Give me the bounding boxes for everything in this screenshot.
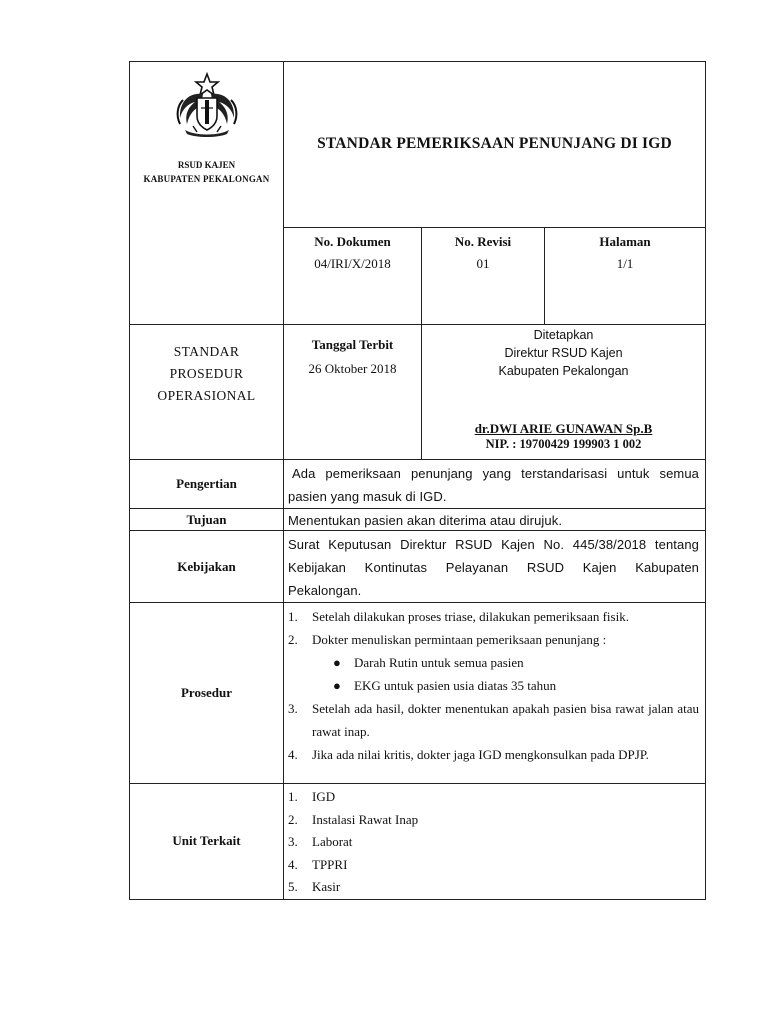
- prosedur-step: [288, 697, 699, 743]
- unit-item: [288, 831, 699, 854]
- prosedur-sub-item: [288, 651, 699, 674]
- unit-item: [288, 876, 699, 899]
- tujuan-text: Menentukan pasien akan diterima atau dirujuk.: [288, 513, 563, 528]
- unit-item: [288, 854, 699, 877]
- prosedur-step: [288, 743, 699, 766]
- unit-terkait-label-cell: [130, 784, 284, 900]
- unit-text: TPPRI: [312, 856, 348, 872]
- ditetapkan-cell: [422, 325, 706, 460]
- unit-item: [288, 809, 699, 832]
- sop-document: [129, 61, 705, 900]
- step-number: 2.: [288, 632, 298, 647]
- prosedur-steps-continued: [288, 697, 699, 766]
- sop-table: [129, 61, 706, 900]
- signer-nip: NIP. : 19700429 199903 1 002: [485, 437, 642, 451]
- halaman-value: 1/1: [616, 255, 634, 271]
- no-dokumen-value: 04/IRI/X/2018: [314, 255, 391, 271]
- unit-number: 3.: [288, 834, 298, 849]
- pengertian-content: [284, 460, 706, 509]
- unit-number: 2.: [288, 811, 298, 827]
- title-cell: [284, 62, 706, 228]
- prosedur-sub-list: [288, 651, 699, 697]
- org-name: RSUD KAJEN: [177, 160, 236, 170]
- emblem-logo: [173, 72, 241, 138]
- unit-text: Laborat: [312, 834, 353, 849]
- unit-terkait-content: [284, 784, 706, 900]
- step-text: Setelah dilakukan proses triase, dilakukan pemeriksaan fisik.: [312, 609, 629, 624]
- unit-number: 5.: [288, 879, 298, 894]
- step-text: Setelah ada hasil, dokter menentukan apakah pasien bisa rawat jalan atau rawat inap.: [312, 701, 699, 739]
- signer-name: dr.DWI ARIE GUNAWAN Sp.B: [474, 421, 653, 436]
- prosedur-step: [288, 628, 699, 651]
- step-text: Jika ada nilai kritis, dokter jaga IGD mengkonsulkan pada DPJP.: [312, 747, 649, 762]
- document-title: STANDAR PEMERIKSAAN PENUNJANG DI IGD: [317, 135, 672, 153]
- sop-label-line1: STANDAR: [173, 344, 240, 359]
- sub-item-text: EKG untuk pasien usia diatas 35 tahun: [354, 678, 557, 693]
- step-text: Dokter menuliskan permintaan pemeriksaan penunjang :: [312, 632, 607, 647]
- no-dokumen-cell: [284, 227, 422, 324]
- prosedur-steps: [288, 605, 699, 651]
- ditetapkan-label: Ditetapkan: [533, 328, 594, 342]
- kebijakan-label-cell: [130, 531, 284, 603]
- pengertian-label: Pengertian: [176, 476, 237, 491]
- logo-cell: [130, 62, 284, 325]
- unit-text: Instalasi Rawat Inap: [312, 811, 419, 827]
- unit-terkait-label: Unit Terkait: [172, 833, 241, 849]
- tujuan-label-cell: [130, 509, 284, 531]
- kebijakan-content: [284, 531, 706, 603]
- step-number: 1.: [288, 609, 298, 624]
- prosedur-content: [284, 603, 706, 784]
- prosedur-label: Prosedur: [180, 685, 233, 700]
- unit-text: IGD: [312, 789, 336, 804]
- sub-item-text: Darah Rutin untuk semua pasien: [354, 655, 524, 670]
- unit-number: 1.: [288, 789, 298, 804]
- kebijakan-label: Kebijakan: [177, 558, 236, 574]
- no-revisi-label: No. Revisi: [454, 233, 512, 249]
- tanggal-terbit-label: Tanggal Terbit: [311, 337, 394, 352]
- sop-label-line3: OPERASIONAL: [157, 388, 256, 403]
- unit-terkait-list: [288, 786, 699, 899]
- ditetapkan-position: Direktur RSUD Kajen: [504, 346, 623, 360]
- no-revisi-value: 01: [476, 255, 490, 271]
- prosedur-label-cell: [130, 603, 284, 784]
- prosedur-step: [288, 605, 699, 628]
- no-revisi-cell: [422, 227, 545, 324]
- unit-text: Kasir: [312, 879, 341, 894]
- tanggal-terbit-cell: [284, 325, 422, 460]
- pengertian-text: Ada pemeriksaan penunjang yang terstandarisasi untuk semua pasien yang masuk di IGD.: [288, 466, 699, 504]
- unit-number: 4.: [288, 856, 298, 872]
- sop-label-cell: [130, 325, 284, 460]
- step-number: 4.: [288, 747, 298, 762]
- bullet-icon: ●: [333, 655, 341, 670]
- ditetapkan-region: Kabupaten Pekalongan: [498, 364, 629, 378]
- bullet-icon: ●: [333, 678, 341, 693]
- tanggal-terbit-value: 26 Oktober 2018: [308, 361, 397, 376]
- tujuan-content: [284, 509, 706, 531]
- pengertian-label-cell: [130, 460, 284, 509]
- halaman-cell: [545, 227, 706, 324]
- step-number: 3.: [288, 701, 298, 716]
- kebijakan-text: Surat Keputusan Direktur RSUD Kajen No. 445/38/2018 tentang Kebijakan Kontinutas Pelayanan RSUD Kajen Kabupaten Pekalongan.: [288, 537, 699, 598]
- halaman-label: Halaman: [599, 233, 651, 249]
- prosedur-sub-item: [288, 674, 699, 697]
- unit-item: [288, 786, 699, 809]
- no-dokumen-label: No. Dokumen: [314, 233, 391, 249]
- sop-label-line2: PROSEDUR: [169, 366, 244, 381]
- org-region: KABUPATEN PEKALONGAN: [143, 174, 270, 184]
- tujuan-label: Tujuan: [186, 511, 227, 527]
